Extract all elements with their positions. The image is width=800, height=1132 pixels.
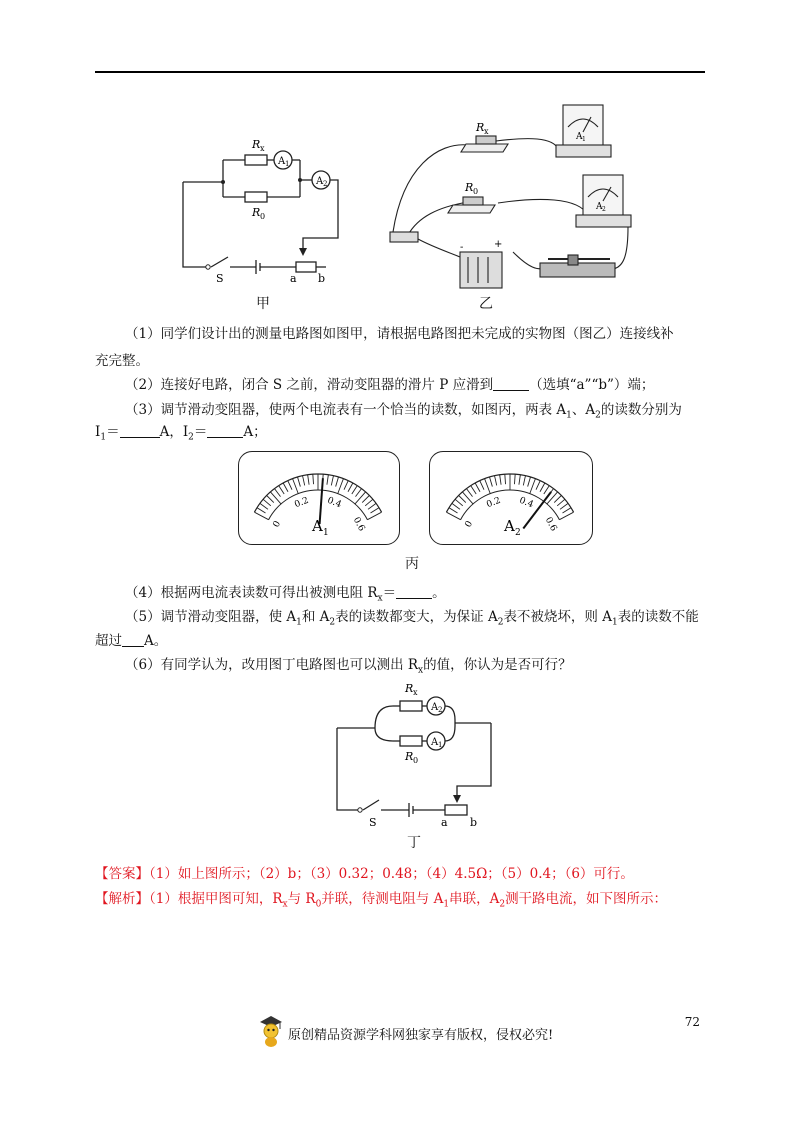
dial-tick	[355, 489, 361, 497]
dial-tick	[331, 476, 333, 486]
caption-yi: 乙	[479, 296, 493, 312]
dial-inner-arc	[269, 490, 368, 520]
circuit-diagram-jia	[178, 130, 358, 290]
footer-copyright: 原创精品资源学科网独家享有版权，侵权必究!	[288, 1028, 554, 1043]
svg-text:x: x	[413, 688, 418, 697]
page-number: 72	[684, 1015, 700, 1029]
battery-plus: +	[494, 239, 503, 250]
dial-tick	[263, 499, 271, 505]
dial-tick	[303, 476, 305, 486]
svg-text:1: 1	[582, 136, 586, 143]
i1-blank	[120, 423, 160, 438]
dial-tick	[367, 512, 381, 520]
dial-tick	[293, 479, 299, 494]
dial-tick	[554, 496, 561, 503]
meter-label: A	[312, 517, 323, 535]
a1-label: A	[576, 132, 583, 142]
dial-tick-label: 0.4	[517, 495, 535, 511]
dial-tick	[471, 486, 476, 494]
dial-tick	[495, 476, 497, 486]
dial-inner-arc	[461, 490, 560, 520]
dial-tick	[459, 496, 466, 503]
dial-tick	[455, 499, 463, 505]
dial-tick	[267, 496, 274, 503]
r0-label: R	[252, 206, 261, 219]
dial-tick	[559, 512, 573, 520]
a2-label: A	[596, 202, 603, 212]
ammeter-a2-dial	[429, 451, 591, 543]
a2-label: A	[431, 702, 439, 713]
svg-text:2: 2	[438, 706, 443, 714]
q3-line1: （3）调节滑动变阻器，使两个电流表有一个恰当的读数，如图丙，两表 $A_1$、$A_2$的读数分别为	[125, 402, 682, 421]
q1-line1: （1）同学们设计出的测量电路图如图甲，请根据电路图把未完成的实物图（图乙）连接线补	[125, 326, 674, 342]
dial-tick	[254, 512, 268, 520]
dial-tick	[274, 489, 280, 497]
meter-label-sub: 1	[323, 528, 329, 538]
q2: （2）连接好电路，闭合 S 之前，滑动变阻器的滑片 P 应滑到 （选填“a”“b”）端；	[125, 377, 655, 393]
dial-tick	[514, 474, 515, 484]
r0-label: R	[405, 750, 414, 763]
q4: （4）根据两电流表读数可得出被测电阻 $R_x=$ 。	[125, 585, 446, 604]
dial-tick	[485, 479, 491, 494]
dial-tick	[308, 475, 309, 485]
svg-text:0: 0	[413, 756, 419, 765]
rx-blank	[396, 584, 432, 599]
dial-tick	[519, 475, 520, 485]
svg-text:1: 1	[285, 160, 290, 168]
caption-ding: 丁	[407, 835, 421, 851]
dial-tick	[338, 479, 344, 494]
dial-tick	[563, 508, 571, 513]
dial-tick	[257, 508, 265, 513]
q3-line2: $I_1= A$，$I_2= A$；	[95, 424, 267, 443]
dial-tick	[446, 512, 460, 520]
svg-text:2: 2	[602, 206, 606, 213]
analysis: 【解析】（1）根据甲图可知，$R_x$与 $R_0$并联，待测电阻与 $A_1$串联，$A_2$测干路电流，如下图所示：	[95, 891, 668, 910]
q5-line1: （5）调节滑动变阻器，使 $A_1$和 $A_2$表的读数都变大，为保证 $A_2$表不被烧坏，则 $A_1$表的读数不能	[125, 609, 699, 628]
caption-bing: 丙	[405, 556, 419, 572]
meter-label: A	[504, 517, 515, 535]
a-terminal-label: a	[441, 816, 448, 828]
dial-tick	[480, 481, 484, 490]
r0-label: R	[465, 181, 474, 194]
q1-line2: 充完整。	[95, 353, 149, 369]
apparatus-diagram-yi	[378, 97, 658, 300]
dial-tick-label: 0.6	[350, 515, 367, 534]
dial-tick	[355, 492, 366, 504]
dial-tick-label: 0.2	[293, 495, 311, 511]
ammeter-a1-dial	[238, 451, 398, 543]
dial-tick	[362, 496, 369, 503]
dial-tick-label: 0	[463, 519, 476, 530]
dial-tick	[260, 503, 268, 509]
dial-tick	[523, 476, 525, 486]
a-terminal-label: a	[290, 272, 297, 285]
a2-label: A	[316, 176, 324, 187]
a1-label: A	[278, 156, 286, 167]
q5-blank	[122, 632, 144, 647]
r0-sub: 0	[260, 212, 266, 221]
q6: （6）有同学认为，改用图丁电路图也可以测出 $R_x$的值，你认为是否可行？	[125, 657, 572, 676]
dial-tick	[490, 477, 493, 487]
circuit-diagram-ding	[333, 678, 503, 828]
dial-tick-label: 0.2	[485, 495, 503, 511]
dial-tick	[348, 483, 353, 492]
dial-tick	[530, 479, 536, 494]
svg-text:x: x	[484, 127, 489, 136]
dial-tick	[283, 483, 288, 492]
dial-tick	[365, 499, 373, 505]
top-rule	[95, 71, 705, 73]
svg-text:1: 1	[438, 741, 443, 749]
svg-text:0: 0	[473, 187, 479, 196]
answer: 【答案】（1）如上图所示；（2）b；（3）0.32；0.48；（4）4.5Ω；（5）0.4；（6）可行。	[95, 866, 634, 882]
meter-label-sub: 2	[515, 528, 521, 538]
caption-jia: 甲	[256, 296, 270, 312]
dial-tick	[288, 481, 292, 490]
rx-label: R	[252, 138, 261, 151]
rx-sub: x	[260, 144, 265, 153]
dial-tick	[270, 492, 281, 504]
dial-tick	[298, 477, 301, 487]
dial-tick	[371, 508, 379, 513]
dial-tick	[462, 492, 473, 504]
i2-blank	[207, 423, 243, 438]
dial-tick	[500, 475, 501, 485]
svg-text:2: 2	[323, 180, 328, 188]
dial-tick	[466, 489, 472, 497]
switch-label: S	[369, 816, 377, 828]
b-terminal-label: b	[318, 272, 326, 285]
dial-tick	[313, 474, 314, 484]
dial-tick	[475, 483, 480, 492]
dial-tick	[505, 474, 506, 484]
dial-tick	[368, 503, 376, 509]
dial-tick-label: 0.4	[325, 495, 343, 511]
dial-tick	[544, 486, 549, 494]
switch-label: S	[216, 272, 224, 285]
q2-blank	[493, 376, 529, 391]
battery-minus: -	[460, 242, 464, 253]
dial-tick	[344, 481, 348, 490]
dial-tick	[528, 477, 531, 487]
dial-tick	[327, 475, 328, 485]
dial-tick	[557, 499, 565, 505]
mascot-icon	[258, 1014, 284, 1048]
b-terminal-label: b	[470, 816, 478, 828]
dial-tick	[452, 503, 460, 509]
dial-tick-label: 0.6	[542, 515, 559, 534]
dial-tick	[279, 486, 284, 494]
dial-tick	[336, 477, 339, 487]
dial-tick	[352, 486, 357, 494]
q5-line2: 超过 A。	[95, 633, 168, 649]
dial-tick	[540, 483, 545, 492]
rx-label: R	[405, 682, 414, 695]
dial-tick	[536, 481, 540, 490]
dial-tick	[560, 503, 568, 509]
dial-tick-label: 0	[271, 519, 284, 530]
rx-label: R	[476, 121, 485, 134]
a1-label: A	[431, 737, 439, 748]
dial-tick	[449, 508, 457, 513]
